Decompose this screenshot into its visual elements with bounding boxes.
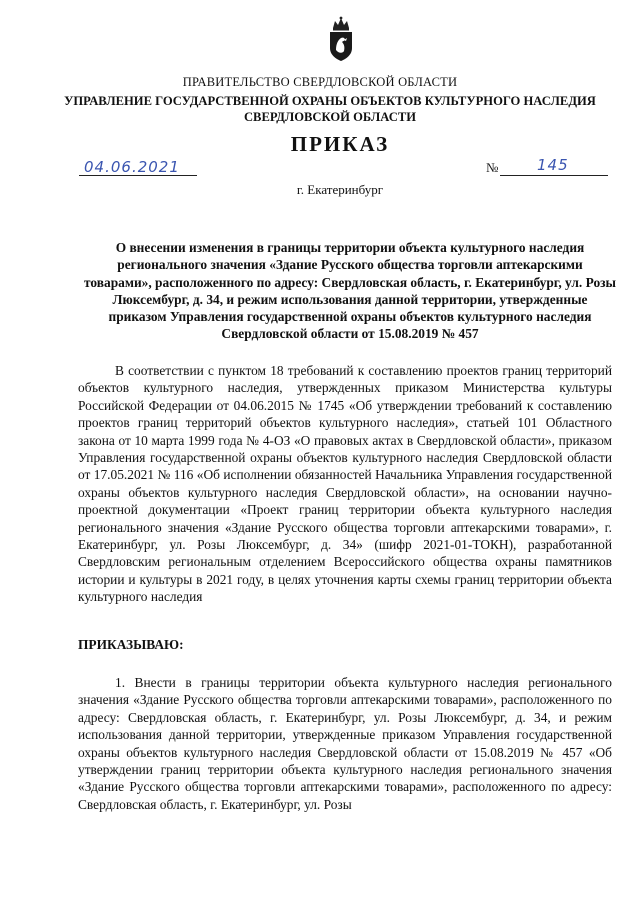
document-type: ПРИКАЗ [290, 132, 390, 156]
decree-word: ПРИКАЗЫВАЮ: [78, 637, 184, 652]
city: г. Екатеринбург [296, 182, 384, 197]
body-paragraph-1: В соответствии с пунктом 18 требований к составлению проектов границ территорий объектов культурного наследия, утвержденных приказом Министерства культуры Российской Федерации от 04.06.2015 № 1745 «Об утверждении требований к составлению проектов границ территорий объектов культурного наследия», статьей 101 Областного закона от 10 марта 1999 года № 4-ОЗ «О правовых актах в Свердловской области», приказом Управления государственной охраны объектов культурного наследия Свердловской области от 17.05.2021 № 116 «Об исполнении обязанностей Начальника Управления государственной охраны объектов культурного наследия Свердловской области», на основании научно-проектной документации «Проект границ территории объекта культурного наследия регионального значения «Здание Русского общества торговли аптекарскими товарами», г. Екатеринбург, ул. Розы Люксембург, д. 34» (шифр 2021-01-ТОКН), разработанной Свердловским региональным отделением Всероссийского общества охраны памятников истории и культуры в 2021 году, в целях уточнения карты схемы границ территории объекта культурного наследия [78, 363, 612, 605]
department-name: УПРАВЛЕНИЕ ГОСУДАРСТВЕННОЙ ОХРАНЫ ОБЪЕКТОВ КУЛЬТУРНОГО НАСЛЕДИЯ СВЕРДЛОВСКОЙ ОБЛАСТИ [64, 94, 596, 124]
body-paragraph-2: 1. Внести в границы территории объекта культурного наследия регионального значения «Здание Русского общества торговли аптекарскими товарами», расположенного по адресу: Свердловская область, г. Екатеринбург, ул. Розы Люксембург, д. 34, и режим использования данной территории, утвержденные приказом Управления государственной охраны объектов культурного наследия Свердловской области от 15.08.2019 № 457 «Об утверждении границ территории объекта культурного наследия регионального значения «Здание Русского общества торговли аптекарскими товарами», расположенного по адресу: Свердловская область, г. Екатеринбург, ул. Розы [78, 675, 612, 812]
number-underline [500, 175, 608, 176]
order-number: 145 [537, 156, 569, 174]
number-label: № [486, 160, 499, 175]
government-name: ПРАВИТЕЛЬСТВО СВЕРДЛОВСКОЙ ОБЛАСТИ [182, 75, 458, 89]
order-date: 04.06.2021 [84, 158, 180, 176]
sverdlovsk-coat-of-arms-icon [328, 16, 354, 62]
order-heading: О внесении изменения в границы территории объекта культурного наследия регионального значения «Здание Русского общества торговли аптекарскими товарами», расположенного по адресу: Свердловская область, г. Екатеринбург, ул. Розы Люксембург, д. 34, и режим использования данной территории, утвержденные приказом Управления государственной охраны объектов культурного наследия Свердловской области от 15.08.2019 № 457 [84, 240, 616, 342]
